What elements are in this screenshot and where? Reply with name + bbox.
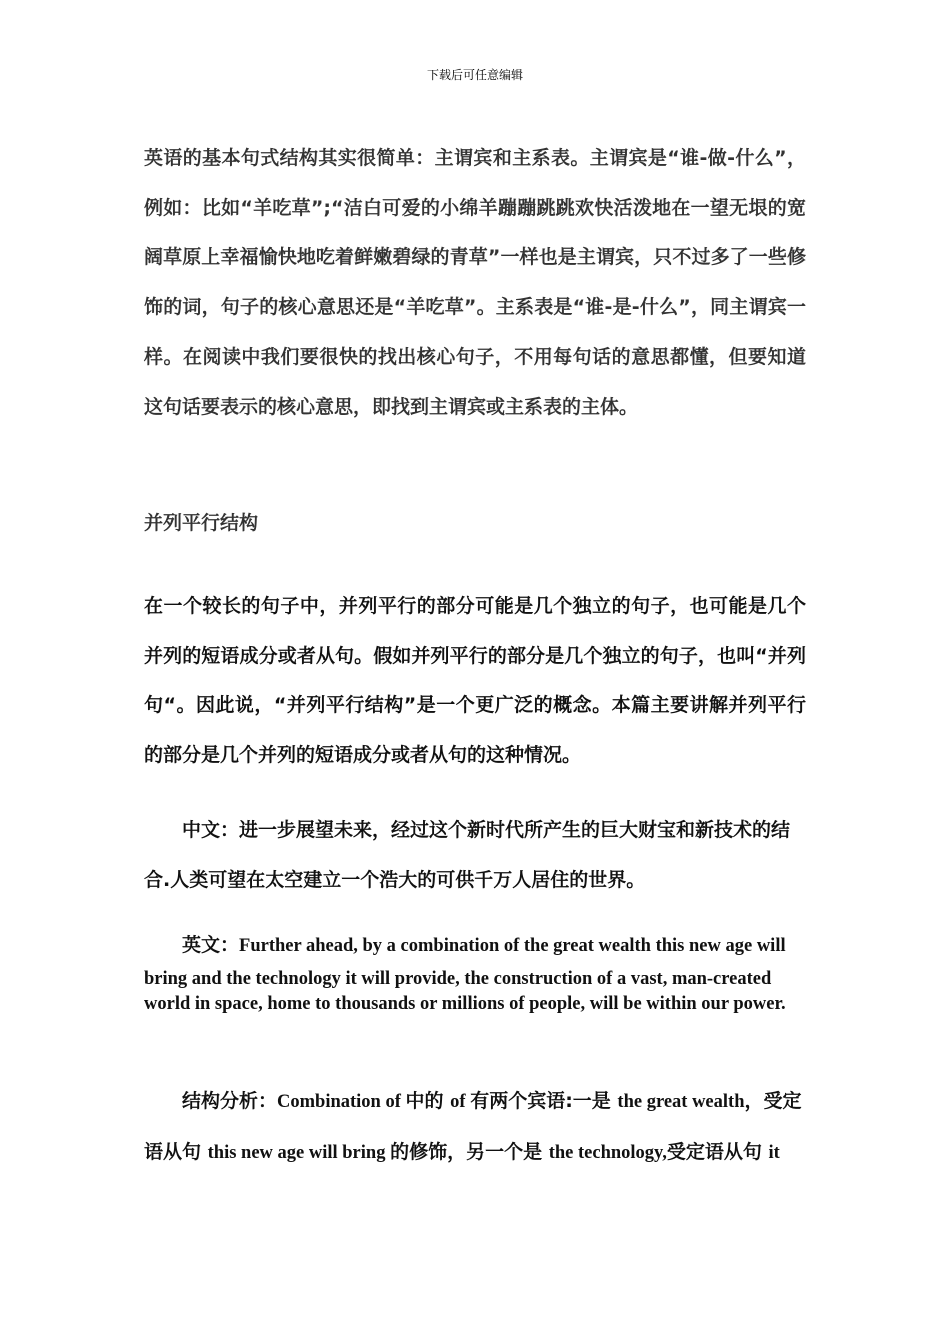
english-example (144, 928, 806, 1017)
page-header: 下载后可任意编辑 (426, 68, 523, 82)
analysis-zh-1: 中的 (405, 1090, 451, 1112)
analysis-en-6: it (768, 1142, 780, 1163)
analysis-en-2: of (450, 1092, 471, 1112)
section-heading: 并列平行结构 (144, 512, 259, 534)
structure-analysis (144, 1077, 806, 1178)
analysis-en-5: the technology, (548, 1142, 667, 1163)
chinese-example-label: 中文： (182, 819, 240, 841)
analysis-zh-3: ，受定语从句 (144, 1090, 802, 1163)
english-example-text-start: Further ahead, by a combination of the great wealth this new age will (239, 936, 786, 956)
analysis-zh-5: 受定语从句 (666, 1140, 769, 1163)
analysis-en-1: Combination of (277, 1092, 406, 1112)
analysis-en-3: the great wealth (617, 1092, 745, 1112)
analysis-en-4: this new age will bring (207, 1142, 391, 1163)
english-example-first-line (144, 928, 806, 963)
chinese-example (144, 806, 806, 905)
analysis-label: 结构分析： (182, 1090, 278, 1112)
analysis-zh-2: 有两个宾语:一是 (470, 1090, 618, 1112)
english-example-text-rest: bring and the technology it will provide, the construction of a vast, man-created world in space, home to thousands or millions of people, will be within our power. (144, 969, 786, 1014)
paragraph-sentence-structure: 英语的基本句式结构其实很简单：主谓宾和主系表。主谓宾是“谁-做-什么”，例如：比如“羊吃草”;“洁白可爱的小绵羊蹦蹦跳跳欢快活泼地在一望无垠的宽阔草原上幸福愉快地吃着鲜嫩碧绿的青草”一样也是主谓宾，只不过多了一些修饰的词，句子的核心意思还是“羊吃草”。主系表是“谁-是-什么”，同主谓宾一样。在阅读中我们要很快的找出核心句子，不用每句话的意思都懂，但要知道这句话要表示的核心意思，即找到主谓宾或主系表的主体。 (144, 147, 806, 418)
chinese-example-text: 进一步展望未来，经过这个新时代所产生的巨大财宝和新技术的结合.人类可望在太空建立一个浩大的可供千万人居住的世界。 (144, 819, 791, 891)
analysis-zh-4: 的修饰，另一个是 (390, 1140, 549, 1163)
english-example-label: 英文： (182, 934, 240, 956)
paragraph-parallel-structure: 在一个较长的句子中，并列平行的部分可能是几个独立的句子，也可能是几个并列的短语成分或者从句。假如并列平行的部分是几个独立的句子，也叫“并列句“。因此说，“并列平行结构”是一个更广泛的概念。本篇主要讲解并列平行的部分是几个并列的短语成分或者从句的这种情况。 (144, 595, 806, 767)
